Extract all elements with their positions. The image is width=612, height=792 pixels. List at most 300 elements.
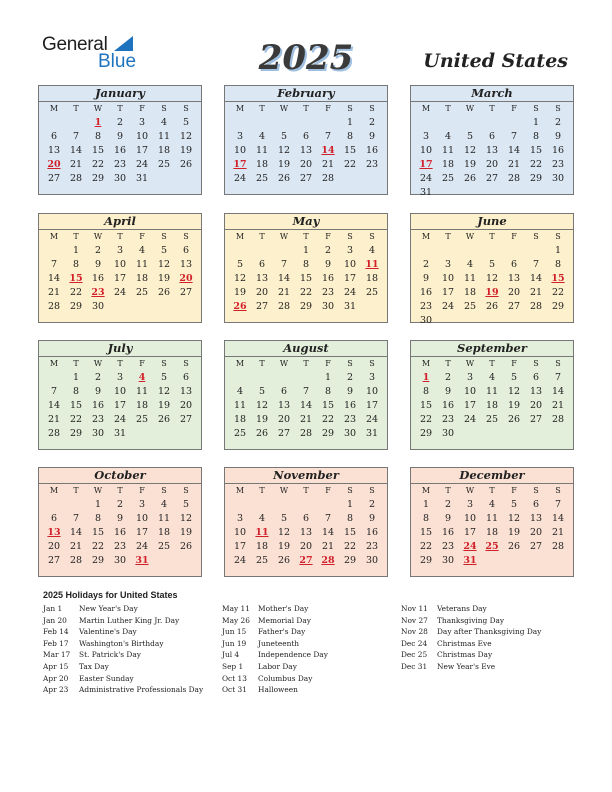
- month-september: [410, 340, 574, 450]
- day-cell: 9: [368, 131, 376, 142]
- day-cell: 16: [321, 273, 335, 284]
- weekday-label: T: [489, 104, 495, 113]
- weekday-label: W: [465, 486, 475, 495]
- day-cell: 27: [47, 173, 61, 184]
- holiday-item: [222, 650, 328, 662]
- weekday-header: [411, 102, 573, 116]
- day-cell: 15: [529, 145, 543, 156]
- day-cell: 10: [365, 386, 379, 397]
- weekday-label: F: [139, 359, 145, 368]
- day-cell: 17: [343, 273, 357, 284]
- day-cell: 24: [113, 287, 127, 298]
- day-cell: 6: [50, 131, 58, 142]
- day-cell: 2: [116, 499, 124, 510]
- holiday-date: Nov 11: [401, 604, 428, 613]
- weekday-label: W: [93, 359, 103, 368]
- holiday-name: Veterans Day: [437, 604, 487, 613]
- day-cell: 7: [554, 372, 562, 383]
- day-cell: 9: [116, 513, 124, 524]
- month-january: [38, 85, 202, 195]
- day-cell: 9: [116, 131, 124, 142]
- day-cell: 3: [466, 372, 474, 383]
- day-cell: 31: [419, 187, 433, 198]
- month-march: [410, 85, 574, 198]
- day-cell: 19: [507, 527, 521, 538]
- day-cell: 17: [113, 273, 127, 284]
- weekday-label: F: [511, 359, 517, 368]
- day-grid: [225, 498, 387, 568]
- holiday-day: 23: [91, 287, 105, 298]
- day-cell: 16: [441, 527, 455, 538]
- day-cell: 3: [444, 259, 452, 270]
- holiday-day: 27: [299, 555, 313, 566]
- day-cell: 1: [324, 372, 332, 383]
- empty-cell: [503, 244, 525, 258]
- day-cell: 9: [444, 513, 452, 524]
- day-cell: 5: [510, 372, 518, 383]
- day-cell: 25: [365, 287, 379, 298]
- day-cell: 30: [343, 428, 357, 439]
- day-cell: 22: [91, 541, 105, 552]
- day-cell: 15: [299, 273, 313, 284]
- day-cell: 28: [551, 414, 565, 425]
- day-cell: 9: [368, 513, 376, 524]
- day-cell: 21: [551, 400, 565, 411]
- day-cell: 6: [50, 513, 58, 524]
- day-cell: 18: [157, 527, 171, 538]
- day-cell: 24: [233, 173, 247, 184]
- day-cell: 9: [94, 386, 102, 397]
- day-cell: 13: [485, 145, 499, 156]
- calendar-year-title: 2025: [258, 38, 354, 78]
- holiday-list: [43, 590, 583, 695]
- day-cell: 3: [116, 245, 124, 256]
- day-cell: 19: [507, 400, 521, 411]
- day-cell: 23: [419, 301, 433, 312]
- day-cell: 25: [463, 301, 477, 312]
- holiday-day: 20: [47, 159, 61, 170]
- day-cell: 21: [299, 414, 313, 425]
- day-cell: 4: [466, 259, 474, 270]
- day-cell: 16: [551, 145, 565, 156]
- holiday-date: Oct 13: [222, 673, 247, 683]
- day-cell: 22: [343, 159, 357, 170]
- holiday-item: [222, 627, 328, 639]
- weekday-label: T: [303, 232, 309, 241]
- day-cell: 31: [113, 428, 127, 439]
- day-cell: 26: [507, 414, 521, 425]
- empty-cell: [229, 498, 251, 512]
- weekday-label: S: [347, 486, 353, 495]
- day-cell: 30: [441, 555, 455, 566]
- day-cell: 18: [255, 159, 269, 170]
- day-cell: 17: [233, 541, 247, 552]
- day-cell: 22: [321, 414, 335, 425]
- weekday-label: M: [235, 486, 245, 495]
- weekday-label: S: [161, 359, 167, 368]
- day-cell: 8: [554, 259, 562, 270]
- holiday-date: Dec 25: [401, 650, 428, 660]
- day-cell: 1: [532, 117, 540, 128]
- empty-cell: [415, 244, 437, 258]
- holiday-day: 24: [463, 541, 477, 552]
- weekday-label: S: [555, 359, 561, 368]
- day-cell: 30: [419, 315, 433, 326]
- holiday-day: 20: [179, 273, 193, 284]
- weekday-label: S: [369, 232, 375, 241]
- day-cell: 7: [72, 131, 80, 142]
- day-cell: 13: [529, 386, 543, 397]
- day-cell: 29: [69, 301, 83, 312]
- day-cell: 29: [91, 173, 105, 184]
- weekday-label: S: [161, 104, 167, 113]
- holiday-date: Oct 31: [222, 685, 247, 695]
- day-cell: 30: [551, 173, 565, 184]
- month-june: [410, 213, 574, 326]
- holiday-date: Dec 31: [401, 661, 428, 671]
- holiday-day: 25: [485, 541, 499, 552]
- holiday-day: 17: [233, 159, 247, 170]
- month-may: [224, 213, 388, 323]
- empty-cell: [43, 244, 65, 258]
- day-cell: 6: [532, 499, 540, 510]
- holiday-day: 31: [463, 555, 477, 566]
- day-cell: 18: [135, 400, 149, 411]
- day-cell: 17: [463, 400, 477, 411]
- day-cell: 23: [321, 287, 335, 298]
- day-cell: 23: [113, 159, 127, 170]
- day-cell: 21: [47, 414, 61, 425]
- holiday-item: [222, 674, 328, 686]
- day-grid: [225, 371, 387, 441]
- day-cell: 8: [94, 513, 102, 524]
- day-cell: 21: [47, 287, 61, 298]
- day-cell: 30: [113, 173, 127, 184]
- day-cell: 1: [72, 245, 80, 256]
- day-cell: 24: [441, 301, 455, 312]
- day-cell: 14: [47, 273, 61, 284]
- weekday-label: S: [183, 104, 189, 113]
- country-title: United States: [423, 50, 568, 72]
- holiday-column: [43, 604, 203, 697]
- day-cell: 14: [277, 273, 291, 284]
- weekday-label: T: [259, 232, 265, 241]
- day-cell: 18: [135, 273, 149, 284]
- holiday-item: [401, 616, 541, 628]
- day-cell: 15: [419, 400, 433, 411]
- holiday-day: 11: [255, 527, 269, 538]
- weekday-label: S: [533, 486, 539, 495]
- holiday-day: 15: [69, 273, 83, 284]
- day-cell: 5: [258, 386, 266, 397]
- weekday-header: [225, 102, 387, 116]
- day-cell: 25: [135, 414, 149, 425]
- holiday-item: [401, 650, 541, 662]
- empty-cell: [459, 244, 481, 258]
- day-cell: 28: [47, 428, 61, 439]
- empty-cell: [273, 498, 295, 512]
- holiday-item: [43, 662, 203, 674]
- day-cell: 21: [69, 541, 83, 552]
- day-cell: 14: [47, 400, 61, 411]
- day-cell: 17: [463, 527, 477, 538]
- weekday-label: T: [117, 232, 123, 241]
- day-cell: 28: [299, 428, 313, 439]
- holiday-name: Washington's Birthday: [79, 638, 164, 648]
- holiday-name: Administrative Professionals Day: [79, 685, 204, 695]
- day-cell: 12: [485, 273, 499, 284]
- day-cell: 13: [47, 145, 61, 156]
- empty-cell: [251, 371, 273, 385]
- empty-cell: [229, 116, 251, 130]
- day-cell: 4: [138, 245, 146, 256]
- weekday-label: F: [139, 104, 145, 113]
- day-grid: [411, 498, 573, 568]
- day-cell: 20: [507, 287, 521, 298]
- empty-cell: [229, 244, 251, 258]
- day-cell: 3: [236, 513, 244, 524]
- holiday-day: 1: [422, 372, 430, 383]
- day-cell: 12: [507, 513, 521, 524]
- empty-cell: [273, 244, 295, 258]
- day-cell: 18: [485, 527, 499, 538]
- day-cell: 27: [179, 287, 193, 298]
- weekday-label: S: [555, 104, 561, 113]
- holiday-date: Feb 14: [43, 627, 69, 637]
- weekday-label: M: [421, 232, 431, 241]
- weekday-label: M: [235, 359, 245, 368]
- weekday-label: S: [555, 486, 561, 495]
- weekday-label: T: [73, 359, 79, 368]
- month-name: October: [39, 468, 201, 484]
- day-cell: 26: [485, 301, 499, 312]
- holiday-date: Jul 4: [222, 650, 240, 660]
- day-cell: 1: [72, 372, 80, 383]
- day-cell: 23: [113, 541, 127, 552]
- weekday-header: [225, 357, 387, 371]
- day-cell: 25: [255, 555, 269, 566]
- weekday-label: T: [445, 232, 451, 241]
- day-cell: 25: [157, 159, 171, 170]
- holiday-date: Mar 17: [43, 650, 71, 660]
- weekday-label: T: [117, 486, 123, 495]
- day-cell: 1: [302, 245, 310, 256]
- day-cell: 25: [233, 428, 247, 439]
- weekday-label: W: [279, 104, 289, 113]
- weekday-label: T: [259, 104, 265, 113]
- weekday-label: F: [511, 486, 517, 495]
- day-grid: [39, 116, 201, 186]
- weekday-label: F: [511, 232, 517, 241]
- day-grid: [225, 116, 387, 186]
- empty-cell: [229, 371, 251, 385]
- holiday-name: Thanksgiving Day: [437, 615, 505, 625]
- day-cell: 14: [321, 527, 335, 538]
- day-cell: 5: [280, 513, 288, 524]
- day-cell: 4: [444, 131, 452, 142]
- day-cell: 4: [160, 499, 168, 510]
- holiday-item: [43, 639, 203, 651]
- day-cell: 14: [551, 386, 565, 397]
- weekday-label: T: [489, 232, 495, 241]
- weekday-label: S: [183, 359, 189, 368]
- day-cell: 6: [532, 372, 540, 383]
- day-cell: 17: [441, 287, 455, 298]
- empty-cell: [43, 116, 65, 130]
- month-name: April: [39, 214, 201, 230]
- empty-cell: [503, 116, 525, 130]
- weekday-label: S: [533, 232, 539, 241]
- empty-cell: [273, 371, 295, 385]
- day-cell: 20: [179, 400, 193, 411]
- day-cell: 29: [299, 301, 313, 312]
- day-cell: 9: [324, 259, 332, 270]
- day-cell: 30: [321, 301, 335, 312]
- day-cell: 16: [365, 145, 379, 156]
- day-cell: 15: [419, 527, 433, 538]
- day-cell: 29: [419, 428, 433, 439]
- day-cell: 27: [179, 414, 193, 425]
- day-cell: 22: [69, 287, 83, 298]
- day-cell: 15: [69, 400, 83, 411]
- day-grid: [39, 498, 201, 568]
- day-cell: 23: [441, 414, 455, 425]
- holiday-name: Independence Day: [258, 650, 328, 660]
- day-cell: 7: [50, 259, 58, 270]
- day-grid: [39, 371, 201, 441]
- day-cell: 2: [444, 372, 452, 383]
- month-name: January: [39, 86, 201, 102]
- day-cell: 7: [72, 513, 80, 524]
- holiday-item: [401, 662, 541, 674]
- day-cell: 21: [551, 527, 565, 538]
- day-cell: 6: [302, 513, 310, 524]
- weekday-label: M: [421, 486, 431, 495]
- day-cell: 7: [554, 499, 562, 510]
- day-cell: 22: [551, 287, 565, 298]
- day-cell: 26: [157, 287, 171, 298]
- day-cell: 31: [365, 428, 379, 439]
- day-cell: 23: [91, 414, 105, 425]
- weekday-header: [225, 230, 387, 244]
- weekday-label: S: [347, 232, 353, 241]
- holiday-item: [43, 650, 203, 662]
- day-cell: 2: [116, 117, 124, 128]
- day-cell: 7: [532, 259, 540, 270]
- day-cell: 22: [529, 159, 543, 170]
- weekday-label: W: [93, 486, 103, 495]
- empty-cell: [65, 498, 87, 512]
- day-cell: 26: [507, 541, 521, 552]
- day-cell: 24: [113, 414, 127, 425]
- weekday-label: F: [511, 104, 517, 113]
- holiday-date: Apr 15: [43, 661, 69, 671]
- holiday-item: [222, 604, 328, 616]
- day-cell: 14: [551, 513, 565, 524]
- day-cell: 8: [422, 386, 430, 397]
- day-cell: 9: [422, 273, 430, 284]
- day-cell: 10: [463, 513, 477, 524]
- holiday-name: Christmas Eve: [437, 638, 492, 648]
- weekday-label: T: [303, 359, 309, 368]
- day-cell: 15: [91, 527, 105, 538]
- weekday-label: S: [369, 104, 375, 113]
- day-cell: 19: [179, 527, 193, 538]
- holiday-day: 19: [485, 287, 499, 298]
- day-cell: 18: [463, 287, 477, 298]
- day-cell: 13: [179, 386, 193, 397]
- day-cell: 1: [94, 499, 102, 510]
- day-cell: 11: [485, 386, 499, 397]
- day-cell: 29: [91, 555, 105, 566]
- day-cell: 28: [69, 173, 83, 184]
- holiday-day: 11: [365, 259, 379, 270]
- day-cell: 29: [69, 428, 83, 439]
- day-cell: 21: [529, 287, 543, 298]
- holiday-date: Sep 1: [222, 661, 244, 671]
- month-december: [410, 467, 574, 577]
- day-cell: 14: [69, 145, 83, 156]
- month-name: March: [411, 86, 573, 102]
- weekday-header: [39, 102, 201, 116]
- holiday-column: [401, 604, 541, 674]
- day-cell: 11: [157, 513, 171, 524]
- weekday-label: W: [465, 359, 475, 368]
- holiday-day: 4: [138, 372, 146, 383]
- empty-cell: [295, 498, 317, 512]
- weekday-label: S: [183, 232, 189, 241]
- holiday-day: 17: [419, 159, 433, 170]
- day-cell: 29: [321, 428, 335, 439]
- day-cell: 26: [277, 555, 291, 566]
- holiday-day: 26: [233, 301, 247, 312]
- day-cell: 3: [346, 245, 354, 256]
- day-cell: 3: [138, 117, 146, 128]
- weekday-label: T: [73, 486, 79, 495]
- day-cell: 16: [419, 287, 433, 298]
- day-cell: 14: [529, 273, 543, 284]
- day-cell: 4: [236, 386, 244, 397]
- day-cell: 23: [343, 414, 357, 425]
- holiday-date: Apr 20: [43, 673, 69, 683]
- holiday-date: Nov 27: [401, 615, 428, 625]
- weekday-label: S: [347, 104, 353, 113]
- day-cell: 18: [485, 400, 499, 411]
- day-cell: 8: [422, 513, 430, 524]
- weekday-header: [39, 484, 201, 498]
- day-cell: 20: [529, 400, 543, 411]
- month-august: [224, 340, 388, 450]
- day-cell: 12: [507, 386, 521, 397]
- holiday-item: [401, 627, 541, 639]
- weekday-label: T: [303, 486, 309, 495]
- day-cell: 6: [488, 131, 496, 142]
- holiday-name: Columbus Day: [258, 673, 313, 683]
- holiday-date: May 26: [222, 615, 250, 625]
- day-cell: 19: [233, 287, 247, 298]
- holiday-name: Halloween: [258, 685, 298, 695]
- holiday-day: 31: [135, 555, 149, 566]
- day-cell: 31: [135, 173, 149, 184]
- weekday-label: F: [139, 486, 145, 495]
- empty-cell: [251, 116, 273, 130]
- day-cell: 2: [444, 499, 452, 510]
- day-cell: 24: [135, 159, 149, 170]
- day-cell: 10: [463, 386, 477, 397]
- day-cell: 10: [233, 145, 247, 156]
- weekday-label: F: [325, 104, 331, 113]
- day-cell: 19: [157, 400, 171, 411]
